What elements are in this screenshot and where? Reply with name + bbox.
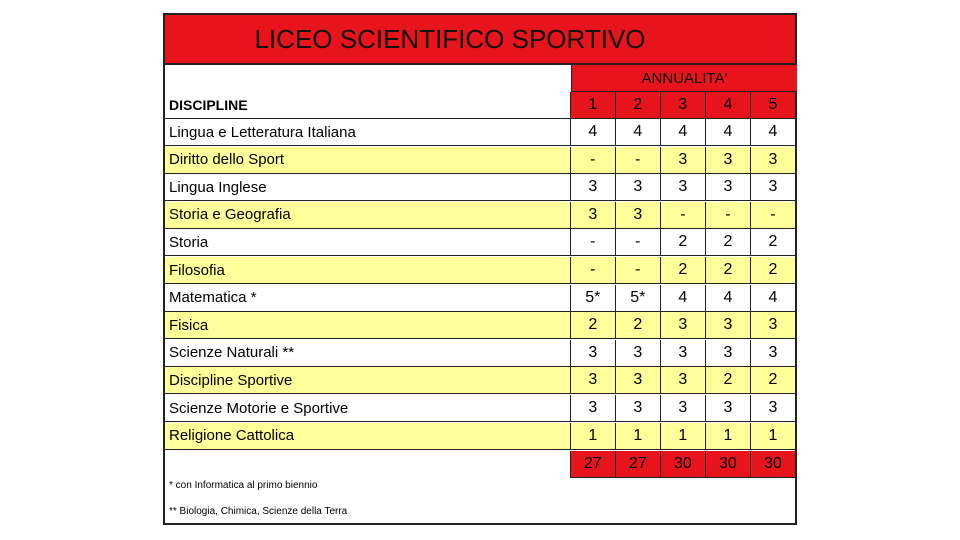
- hours-cell: 2: [570, 312, 615, 338]
- discipline-name: Matematica *: [169, 289, 257, 307]
- hours-cell: 3: [660, 174, 705, 200]
- footnote-informatica: * con Informatica al primo biennio: [169, 480, 318, 491]
- hours-cell: 3: [615, 202, 660, 228]
- hours-cell: -: [570, 147, 615, 173]
- year-header: 4: [705, 92, 750, 118]
- hours-cell: 2: [705, 257, 750, 283]
- hours-cell: 2: [705, 229, 750, 255]
- hours-cell: 2: [660, 257, 705, 283]
- hours-cell: 1: [615, 423, 660, 449]
- hours-cell: 4: [660, 285, 705, 311]
- table-row: [165, 423, 795, 450]
- table-row: [165, 119, 795, 146]
- hours-cell: 1: [705, 423, 750, 449]
- discipline-name: Filosofia: [169, 261, 225, 279]
- discipline-name: Storia: [169, 233, 209, 251]
- year-header: 1: [570, 92, 615, 118]
- hours-cell: 2: [615, 312, 660, 338]
- hours-cell: 3: [570, 340, 615, 366]
- hours-cell: 5*: [570, 285, 615, 311]
- hours-cell: 2: [750, 229, 795, 255]
- discipline-name: Lingua Inglese: [169, 178, 267, 196]
- table-row: [165, 285, 795, 312]
- hours-cell: 3: [750, 174, 795, 200]
- discipline-header: DISCIPLINE: [165, 92, 570, 118]
- table-row: [165, 340, 795, 367]
- year-header: 2: [615, 92, 660, 118]
- footnote-scienze: ** Biologia, Chimica, Scienze della Terra: [169, 506, 348, 517]
- table-row: [165, 367, 795, 394]
- totals-label: [165, 451, 570, 478]
- year-header: 3: [660, 92, 705, 118]
- table-row: [165, 229, 795, 256]
- hours-cell: 4: [750, 285, 795, 311]
- year-header: 5: [750, 92, 795, 118]
- hours-cell: 3: [615, 367, 660, 393]
- hours-cell: 4: [705, 119, 750, 145]
- title-bar: [165, 15, 795, 65]
- totals-row: [165, 451, 795, 478]
- annualita-header: ANNUALITA': [571, 65, 797, 92]
- hours-cell: 4: [660, 119, 705, 145]
- discipline-name: Scienze Naturali **: [169, 344, 295, 362]
- hours-cell: 3: [660, 147, 705, 173]
- discipline-name: Discipline Sportive: [169, 371, 293, 389]
- hours-cell: 2: [660, 229, 705, 255]
- hours-cell: -: [660, 202, 705, 228]
- hours-cell: 3: [660, 340, 705, 366]
- hours-cell: 3: [705, 340, 750, 366]
- hours-cell: 3: [705, 312, 750, 338]
- table-row: [165, 174, 795, 201]
- hours-cell: 1: [660, 423, 705, 449]
- hours-cell: -: [570, 229, 615, 255]
- hours-cell: -: [615, 147, 660, 173]
- hours-cell: 3: [750, 340, 795, 366]
- hours-cell: 3: [750, 147, 795, 173]
- hours-cell: 4: [570, 119, 615, 145]
- total-cell: 30: [660, 451, 705, 478]
- discipline-name: Storia e Geografia: [169, 206, 291, 224]
- hours-cell: 3: [570, 367, 615, 393]
- hours-cell: 4: [615, 119, 660, 145]
- hours-cell: 3: [570, 202, 615, 228]
- hours-cell: 3: [705, 147, 750, 173]
- hours-cell: 1: [750, 423, 795, 449]
- hours-cell: 5*: [615, 285, 660, 311]
- hours-cell: 2: [750, 367, 795, 393]
- hours-cell: -: [570, 257, 615, 283]
- hours-cell: 3: [705, 174, 750, 200]
- hours-cell: 3: [615, 174, 660, 200]
- total-cell: 27: [570, 451, 615, 478]
- discipline-name: Scienze Motorie e Sportive: [169, 399, 349, 417]
- discipline-name: Lingua e Letteratura Italiana: [169, 123, 356, 141]
- curriculum-table: [163, 13, 797, 525]
- hours-cell: 4: [705, 285, 750, 311]
- hours-cell: -: [705, 202, 750, 228]
- table-row: [165, 147, 795, 174]
- table-row: [165, 395, 795, 422]
- discipline-name: Diritto dello Sport: [169, 151, 285, 169]
- total-cell: 27: [615, 451, 660, 478]
- hours-cell: 3: [750, 395, 795, 421]
- hours-cell: 3: [660, 312, 705, 338]
- hours-cell: 4: [750, 119, 795, 145]
- hours-cell: 1: [570, 423, 615, 449]
- hours-cell: -: [615, 229, 660, 255]
- hours-cell: 3: [660, 367, 705, 393]
- hours-cell: 3: [750, 312, 795, 338]
- total-cell: 30: [750, 451, 795, 478]
- hours-cell: 3: [570, 395, 615, 421]
- hours-cell: 3: [615, 395, 660, 421]
- hours-cell: 3: [705, 395, 750, 421]
- hours-cell: 3: [570, 174, 615, 200]
- hours-cell: 2: [750, 257, 795, 283]
- hours-cell: -: [615, 257, 660, 283]
- hours-cell: 3: [660, 395, 705, 421]
- hours-cell: 3: [615, 340, 660, 366]
- hours-cell: -: [750, 202, 795, 228]
- table-row: [165, 202, 795, 229]
- hours-cell: 2: [705, 367, 750, 393]
- page-title: LICEO SCIENTIFICO SPORTIVO: [254, 23, 646, 54]
- table-row: [165, 312, 795, 339]
- discipline-name: Religione Cattolica: [169, 427, 295, 445]
- table-row: [165, 257, 795, 284]
- header-row: [165, 92, 795, 119]
- discipline-name: Fisica: [169, 316, 209, 334]
- total-cell: 30: [705, 451, 750, 478]
